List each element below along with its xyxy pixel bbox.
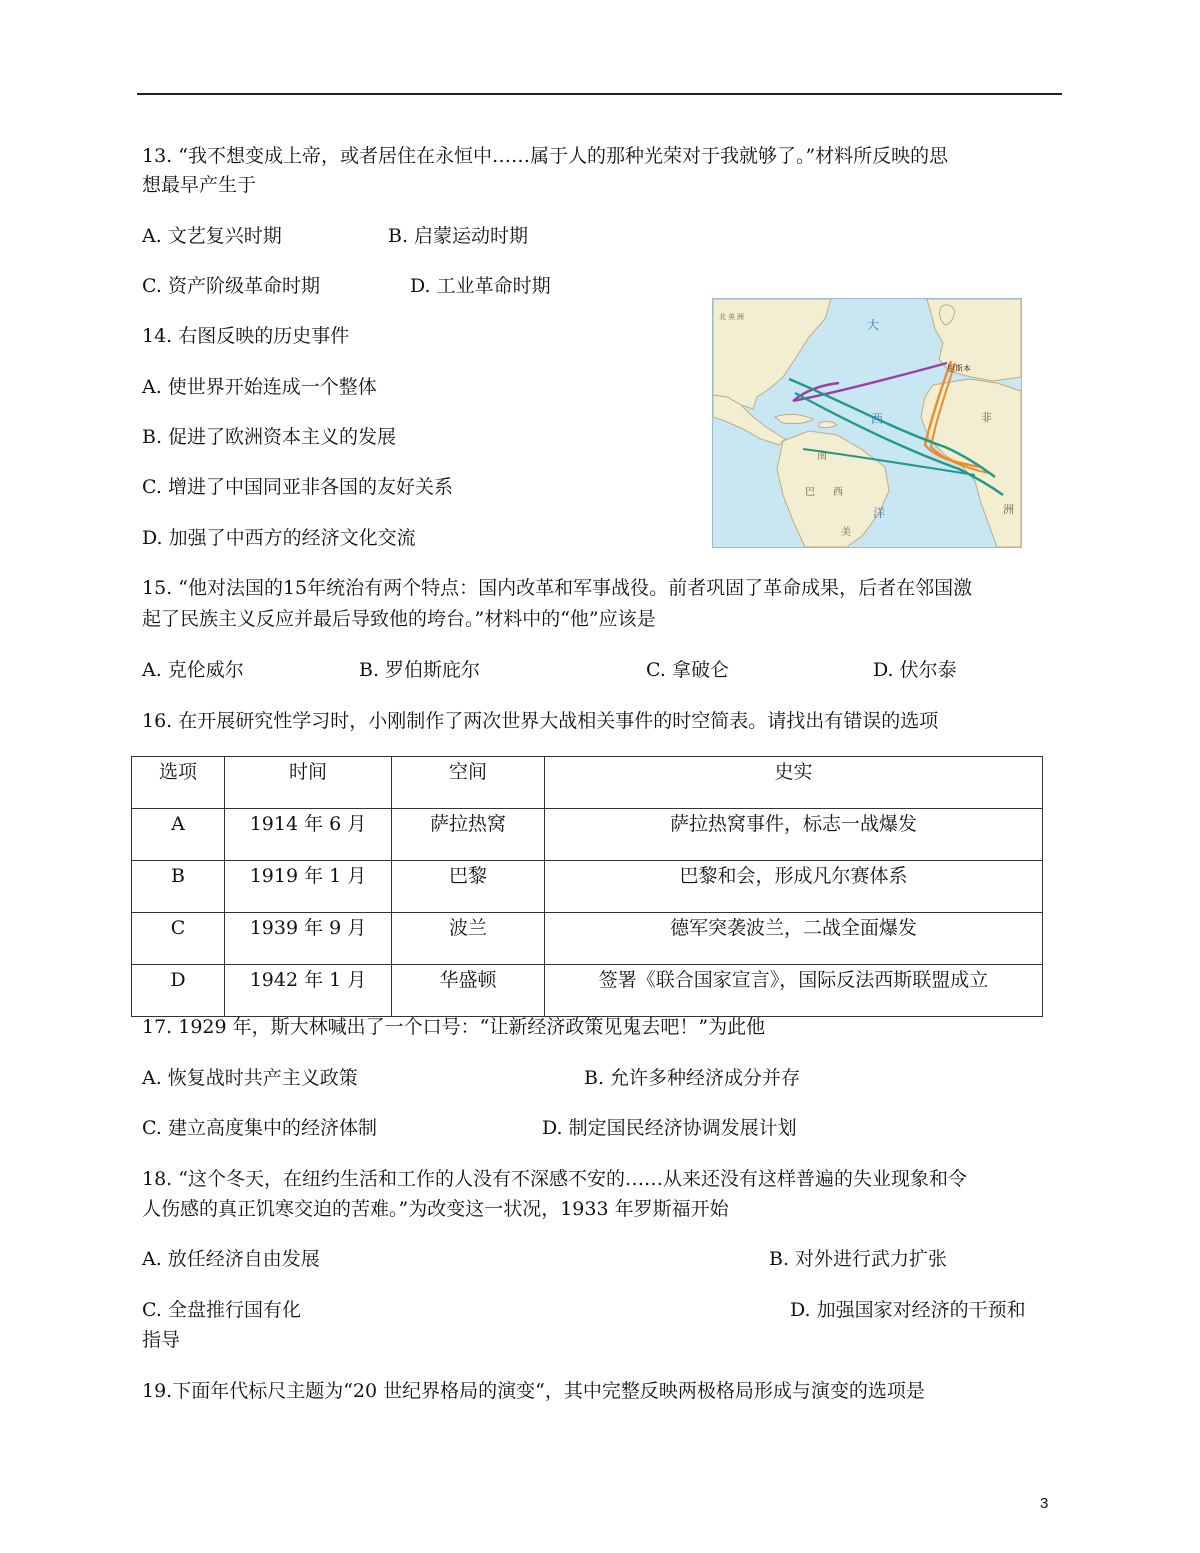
ocean-label: 洋 <box>873 506 886 520</box>
page-number: 3 <box>1040 1495 1049 1512</box>
q13-option-b: B. 启蒙运动时期 <box>388 225 529 247</box>
map-drawing <box>713 299 1021 547</box>
table-header-cell: 空间 <box>392 757 545 809</box>
table-cell: 波兰 <box>392 913 545 965</box>
q14-option-b: B. 促进了欧洲资本主义的发展 <box>142 426 397 448</box>
q13-option-c: C. 资产阶级革命时期 <box>142 275 320 297</box>
q13-option-a: A. 文艺复兴时期 <box>142 225 282 247</box>
table-cell: 1939 年 9 月 <box>225 913 392 965</box>
q18-option-c: C. 全盘推行国有化 <box>142 1299 301 1321</box>
q14-option-d: D. 加强了中西方的经济文化交流 <box>142 527 416 549</box>
ocean-label: 西 <box>871 412 884 426</box>
continent-label: 洲 <box>1003 504 1014 516</box>
q14-stem: 14. 右图反映的历史事件 <box>142 325 350 347</box>
q18-option-b: B. 对外进行武力扩张 <box>769 1248 948 1270</box>
q13-stem-line1: 13. “我不想变成上帝，或者居住在永恒中……属于人的那种光荣对于我就够了。”材料所反映的思 <box>142 145 949 167</box>
table-cell: 华盛顿 <box>392 965 545 1017</box>
q13-option-d: D. 工业革命时期 <box>410 275 551 297</box>
table-cell: 1919 年 1 月 <box>225 861 392 913</box>
country-label: 西 <box>833 487 843 498</box>
country-label: 巴 <box>805 487 815 498</box>
q17-option-a: A. 恢复战时共产主义政策 <box>142 1067 358 1089</box>
table-cell: B <box>132 861 225 913</box>
history-table <box>131 756 1043 1017</box>
table-cell: 1942 年 1 月 <box>225 965 392 1017</box>
continent-label: 非 <box>981 412 992 424</box>
q15-option-c: C. 拿破仑 <box>646 659 729 681</box>
table-cell: D <box>132 965 225 1017</box>
table-header-cell: 选项 <box>132 757 225 809</box>
table-cell: 巴黎 <box>392 861 545 913</box>
q19-stem: 19.下面年代标尺主题为“20 世纪界格局的演变“，其中完整反映两极格局形成与演变的选项是 <box>142 1380 925 1402</box>
table-cell: 德军突袭波兰，二战全面爆发 <box>545 913 1043 965</box>
table-header-cell: 史实 <box>545 757 1043 809</box>
table-cell: 签署《联合国家宣言》，国际反法西斯联盟成立 <box>545 965 1043 1017</box>
table-header-row <box>132 757 1043 809</box>
table-row <box>132 861 1043 913</box>
table-cell: 萨拉热窝 <box>392 809 545 861</box>
q18-stem-line2: 人伤感的真正饥寒交迫的苦难。”为改变这一状况，1933 年罗斯福开始 <box>142 1198 729 1220</box>
continent-label: 美 <box>841 527 851 538</box>
table-row <box>132 809 1043 861</box>
table-cell: 萨拉热窝事件，标志一战爆发 <box>545 809 1043 861</box>
q17-option-c: C. 建立高度集中的经济体制 <box>142 1117 377 1139</box>
q18-stem-line1: 18. “这个冬天，在纽约生活和工作的人没有不深感不安的……从来还没有这样普遍的失业现象和令 <box>142 1168 967 1190</box>
table-row <box>132 913 1043 965</box>
q17-option-d: D. 制定国民经济协调发展计划 <box>542 1117 797 1139</box>
table-cell: A <box>132 809 225 861</box>
continent-label: 南 <box>817 451 827 462</box>
q18-option-a: A. 放任经济自由发展 <box>142 1248 320 1270</box>
q17-stem: 17. 1929 年，斯大林喊出了一个口号：“让新经济政策见鬼去吧！”为此他 <box>142 1016 766 1038</box>
q16-stem: 16. 在开展研究性学习时，小刚制作了两次世界大战相关事件的时空简表。请找出有错误的选项 <box>142 710 939 732</box>
q15-option-a: A. 克伦威尔 <box>142 659 244 681</box>
table-header-cell: 时间 <box>225 757 392 809</box>
q15-stem-line2: 起了民族主义反应并最后导致他的垮台。”材料中的“他”应该是 <box>142 608 656 630</box>
table-row <box>132 965 1043 1017</box>
continent-label: 北 美 洲 <box>719 314 744 321</box>
q15-option-d: D. 伏尔泰 <box>873 659 957 681</box>
q13-stem-line2: 想最早产生于 <box>142 174 257 196</box>
new-route-map <box>712 298 1022 548</box>
q15-option-b: B. 罗伯斯庇尔 <box>359 659 481 681</box>
q18-option-d-continued: 指导 <box>142 1329 181 1351</box>
ocean-label: 大 <box>867 318 880 332</box>
q18-option-d: D. 加强国家对经济的干预和 <box>790 1299 1026 1321</box>
table-cell: 巴黎和会，形成凡尔赛体系 <box>545 861 1043 913</box>
header-rule <box>137 93 1062 95</box>
table-cell: C <box>132 913 225 965</box>
q14-option-a: A. 使世界开始连成一个整体 <box>142 376 377 398</box>
q14-option-c: C. 增进了中国同亚非各国的友好关系 <box>142 476 453 498</box>
table-cell: 1914 年 6 月 <box>225 809 392 861</box>
q15-stem-line1: 15. “他对法国的15年统治有两个特点：国内改革和军事战役。前者巩固了革命成果，后者在邻国激 <box>142 577 973 599</box>
q17-option-b: B. 允许多种经济成分并存 <box>584 1067 801 1089</box>
city-label: 里斯本 <box>947 364 971 373</box>
